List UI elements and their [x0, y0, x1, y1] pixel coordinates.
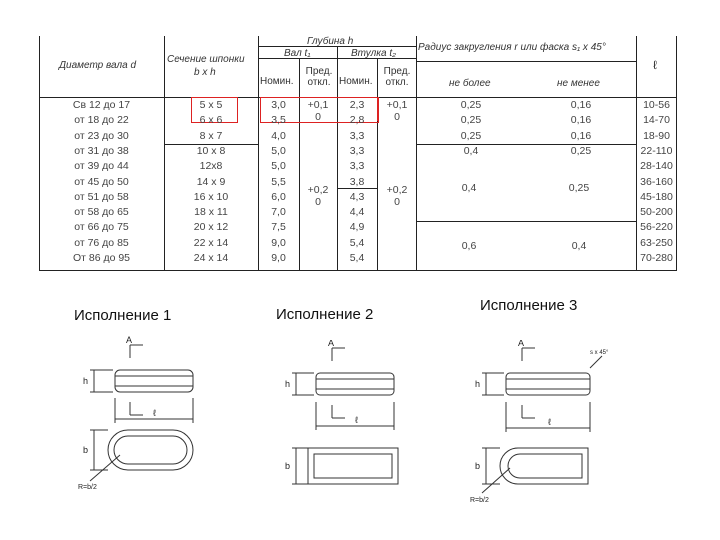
table-cell-l: 36-160 [640, 175, 673, 188]
table-divider [377, 58, 378, 270]
header-shaft-t1: Вал t₁ [284, 48, 311, 59]
table-cell-t1: 6,0 [271, 190, 286, 203]
table-cell-t2: 3,3 [349, 160, 365, 173]
table-cell-d: от 66 до 75 [74, 221, 129, 234]
table-cell-rmax: 0,25 [460, 99, 482, 111]
table-cell-bh: 24 х 14 [193, 252, 229, 264]
table-cell-t2: 3,8 [349, 175, 365, 188]
chamfer-label: s x 45° [590, 350, 609, 356]
tolerance-t1-upper-2: +0,2 [307, 184, 329, 196]
header-length: ℓ [653, 58, 657, 72]
key-drawing-version-2 [280, 340, 410, 500]
table-cell-t2: 5,4 [349, 236, 365, 249]
height-label: h [83, 376, 89, 386]
section-label-a: A [328, 340, 335, 348]
table-cell-d: от 18 до 22 [74, 114, 129, 127]
table-cell-bh: 14 х 9 [196, 175, 226, 188]
table-cell-t2: 2,3 [349, 99, 365, 111]
table-cell-rmin: 0,25 [570, 144, 592, 157]
table-cell-d: от 23 до 30 [74, 129, 129, 142]
table-cell-d: от 76 до 85 [74, 236, 129, 249]
table-cell-t2: 4,9 [349, 221, 365, 234]
table-cell-t1: 3,5 [271, 114, 286, 127]
tolerance-t1-upper: +0,1 [307, 99, 329, 111]
tolerance-t2-upper: +0,1 [386, 99, 408, 111]
key-drawing-version-3 [470, 340, 620, 505]
table-cell-bh: 6 х 6 [199, 114, 223, 127]
table-cell-t1: 4,0 [271, 129, 286, 142]
tolerance-t1-lower: 0 [315, 111, 321, 123]
table-cell-l: 63-250 [640, 236, 673, 249]
table-cell-d: от 58 до 65 [74, 206, 129, 219]
table-rule [416, 221, 636, 222]
table-cell-d: от 51 до 58 [74, 190, 129, 203]
header-hub-t2: Втулка t₂ [351, 48, 396, 59]
section-label-a: A [126, 335, 133, 345]
table-cell-l: 50-200 [640, 206, 673, 219]
caption-version-2: Исполнение 2 [276, 306, 374, 323]
table-cell-l: 22-110 [640, 144, 673, 157]
table-cell-t1: 3,0 [271, 99, 286, 111]
radius-max-group: 0,6 [461, 240, 477, 252]
caption-version-1: Исполнение 1 [74, 307, 172, 324]
table-rule [39, 270, 677, 271]
tolerance-t2-upper-2: +0,2 [386, 184, 408, 196]
table-cell-t2: 5,4 [349, 252, 365, 264]
table-cell-l: 28-140 [640, 160, 673, 173]
table-cell-bh: 20 х 12 [193, 221, 229, 234]
table-divider [299, 58, 300, 270]
key-dimensions-table [39, 36, 677, 270]
table-cell-bh: 22 х 14 [193, 236, 229, 249]
header-depth: Глубина h [307, 36, 354, 47]
table-cell-bh: 16 х 10 [193, 190, 229, 203]
tolerance-t2-lower-2: 0 [394, 196, 400, 208]
table-cell-l: 56-220 [640, 221, 673, 234]
table-cell-rmax: 0,4 [463, 144, 479, 157]
width-label: b [83, 445, 89, 455]
table-cell-l: 14-70 [643, 114, 670, 127]
table-cell-t1: 9,0 [271, 252, 286, 264]
table-cell-d: от 45 до 50 [74, 175, 129, 188]
header-max: не более [449, 78, 491, 89]
table-rule [337, 188, 377, 189]
table-cell-rmin: 0,16 [570, 114, 592, 127]
table-cell-bh: 18 х 11 [194, 206, 228, 219]
radius-max-group: 0,4 [461, 182, 477, 194]
length-label: ℓ [355, 415, 358, 425]
table-cell-t1: 7,0 [271, 206, 286, 219]
radius-min-group: 0,4 [571, 240, 587, 252]
table-cell-t1: 5,5 [271, 175, 286, 188]
header-nominal-2: Номин. [339, 76, 373, 87]
length-label: ℓ [153, 408, 156, 418]
table-cell-rmin: 0,16 [570, 99, 592, 111]
table-cell-rmax: 0,25 [460, 114, 482, 127]
height-label: h [285, 379, 291, 389]
radius-label: R=b/2 [78, 484, 97, 491]
table-cell-bh: 5 х 5 [199, 99, 223, 111]
table-cell-t1: 5,0 [271, 144, 286, 157]
table-cell-d: от 31 до 38 [74, 144, 129, 157]
table-cell-t2: 4,4 [349, 206, 365, 219]
table-cell-bh: 10 х 8 [196, 144, 226, 157]
table-cell-bh: 8 х 7 [199, 129, 223, 142]
width-label: b [475, 461, 481, 471]
table-cell-rmax: 0,25 [460, 129, 482, 142]
table-cell-d: От 86 до 95 [72, 252, 131, 264]
tolerance-t1-lower-2: 0 [315, 196, 321, 208]
tolerance-t2-lower: 0 [394, 111, 400, 123]
width-label: b [285, 461, 291, 471]
table-cell-t1: 9,0 [271, 236, 286, 249]
header-nominal-1: Номин. [260, 76, 294, 87]
caption-version-3: Исполнение 3 [480, 297, 578, 314]
header-key-section-sub: b x h [194, 67, 216, 78]
table-cell-bh: 12х8 [199, 160, 223, 173]
length-label: ℓ [548, 417, 551, 427]
table-cell-t2: 4,3 [349, 190, 365, 203]
header-radius: Радиус закругления r или фаска s₁ x 45° [418, 42, 606, 53]
table-cell-d: от 39 до 44 [74, 160, 129, 173]
table-cell-t1: 5,0 [271, 160, 286, 173]
header-key-section: Сечение шпонки [167, 54, 245, 65]
header-limit-2: Пред. откл. [383, 66, 411, 88]
key-drawing-version-1 [78, 333, 208, 493]
header-limit-1: Пред. откл. [305, 66, 333, 88]
radius-label: R=b/2 [470, 497, 489, 504]
table-cell-t2: 3,3 [349, 144, 365, 157]
table-cell-l: 18-90 [643, 129, 670, 142]
header-shaft-diameter: Диаметр вала d [59, 60, 137, 71]
table-cell-l: 45-180 [640, 190, 673, 203]
table-cell-rmin: 0,16 [570, 129, 592, 142]
section-label-a: A [518, 340, 525, 348]
table-rule [416, 61, 636, 62]
table-cell-t2: 2,8 [349, 114, 365, 127]
table-cell-l: 10-56 [643, 99, 670, 111]
table-cell-l: 70-280 [640, 252, 673, 264]
header-min: не менее [557, 78, 600, 89]
table-cell-t2: 3,3 [349, 129, 365, 142]
height-label: h [475, 379, 481, 389]
table-cell-d: Св 12 до 17 [72, 99, 131, 111]
table-cell-t1: 7,5 [271, 221, 286, 234]
radius-min-group: 0,25 [568, 182, 590, 194]
